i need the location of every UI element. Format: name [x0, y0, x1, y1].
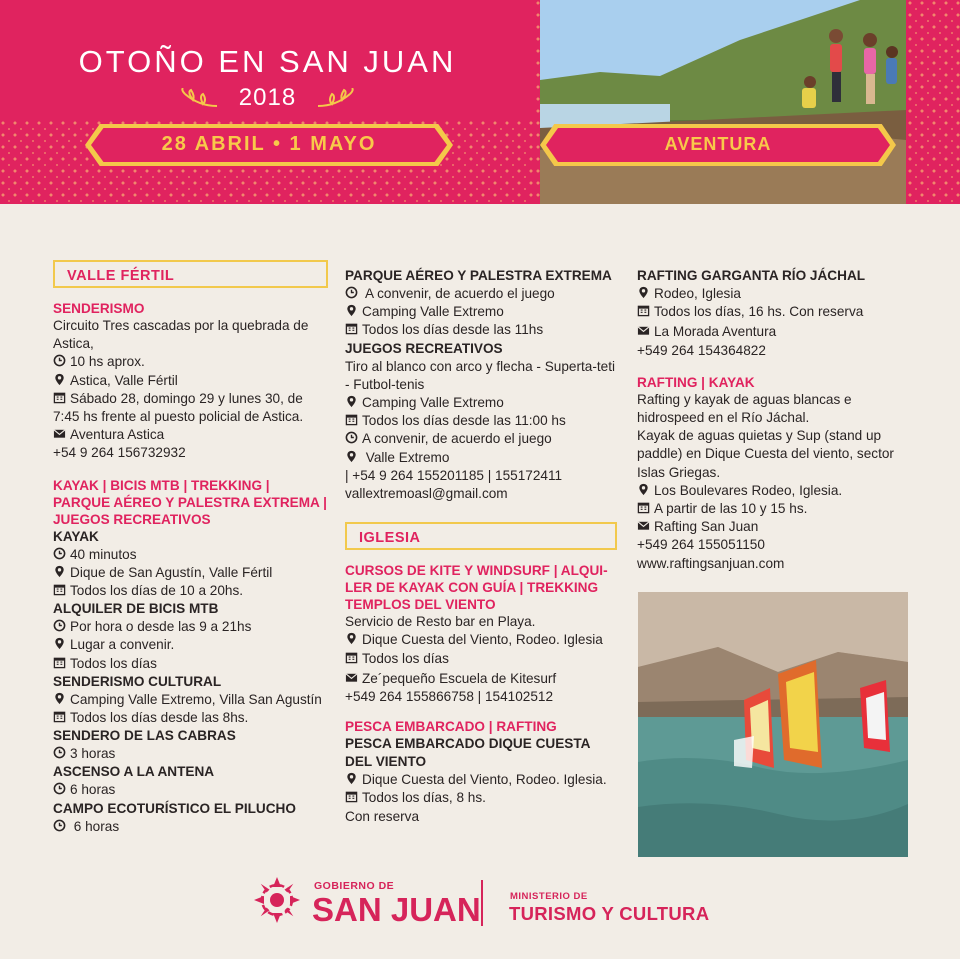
calendar-icon	[637, 304, 650, 317]
activity-title: PESCA EMBARCADO DIQUE CUESTA DEL VIENTO	[345, 736, 590, 770]
info-time: 10 hs aprox.	[53, 353, 328, 371]
info-place: Rodeo, Iglesia	[637, 285, 909, 303]
calendar-icon	[345, 651, 358, 664]
info-phone: +549 264 154364822	[637, 342, 766, 358]
info-contact: Aventura Astica	[53, 426, 328, 444]
category-banner	[540, 124, 896, 166]
region-box-iglesia	[345, 522, 617, 550]
activity-title: RAFTING GARGANTA RÍO JÁCHAL	[637, 268, 866, 283]
info-organizer: Valle Extremo	[345, 449, 617, 467]
info-time: 6 horas	[53, 818, 328, 836]
section-description: Circuito Tres cascadas por la quebrada de Astica,	[53, 318, 309, 352]
calendar-icon	[53, 391, 66, 404]
section-title: KAYAK | BICIS MTB | TREKKING | PARQUE AÉREO Y PALESTRA EXTREMA | JUEGOS RECREATIVOS	[53, 477, 327, 527]
section-title: RAFTING | KAYAK	[637, 374, 755, 390]
info-date: Sábado 28, domingo 29 y lunes 30, de 7:45 hs frente al puesto policial de Astica.	[53, 390, 304, 425]
year-row	[0, 84, 535, 112]
map-pin-icon	[53, 373, 66, 386]
date-banner	[85, 124, 453, 166]
calendar-icon	[345, 322, 358, 335]
section-description: Kayak de aguas quietas y Sup (stand up paddle) en Dique Cuesta del viento, sector Islas Griegas.	[637, 428, 894, 480]
column-valle-fertil	[53, 260, 328, 836]
envelope-icon	[637, 324, 650, 337]
info-date: Todos los días desde las 11hs	[345, 321, 617, 339]
info-website: www.raftingsanjuan.com	[637, 555, 785, 571]
column-right	[637, 267, 909, 573]
info-time: Por hora o desde las 9 a 21hs	[53, 618, 328, 636]
info-place: Astica, Valle Fértil	[53, 372, 328, 390]
clock-icon	[53, 619, 66, 632]
info-time: 6 horas	[53, 781, 328, 799]
section-title: CURSOS DE KITE Y WINDSURF | ALQUI-LER DE KAYAK CON GUÍA | TREKKING TEMPLOS DEL VIENTO	[345, 563, 608, 613]
gov-label-small: GOBIERNO DE	[314, 880, 395, 892]
info-phone: +54 9 264 156732932	[53, 445, 186, 461]
calendar-icon	[53, 656, 66, 669]
page-title: OTOÑO EN SAN JUAN	[78, 44, 457, 79]
info-place: Dique de San Agustín, Valle Fértil	[53, 564, 328, 582]
envelope-icon	[53, 427, 66, 440]
clock-icon	[53, 819, 66, 832]
info-date: Todos los días, 16 hs. Con reserva	[637, 303, 909, 321]
info-time: 40 minutos	[53, 546, 328, 564]
map-pin-icon	[345, 304, 358, 317]
column-middle	[345, 267, 617, 826]
clock-icon	[345, 431, 358, 444]
info-email: vallextremoasl@gmail.com	[345, 486, 508, 502]
info-time: A convenir, de acuerdo el juego	[345, 430, 617, 448]
activity-title: SENDERISMO CULTURAL	[53, 673, 222, 689]
activity-title: JUEGOS RECREATIVOS	[345, 340, 503, 356]
section-description: Servicio de Resto bar en Playa.	[345, 614, 536, 630]
info-date: Todos los días desde las 8hs.	[53, 709, 328, 727]
map-pin-icon	[53, 692, 66, 705]
hero-hikers-photo	[540, 0, 906, 204]
map-pin-icon	[53, 637, 66, 650]
map-pin-icon	[345, 632, 358, 645]
calendar-icon	[637, 501, 650, 514]
info-date: A partir de las 10 y 15 hs.	[637, 500, 909, 518]
info-contact: La Morada Aventura	[637, 323, 909, 341]
calendar-icon	[53, 583, 66, 596]
ministry-label-big: TURISMO Y CULTURA	[509, 903, 710, 924]
clock-icon	[345, 286, 358, 299]
info-place: Dique Cuesta del Viento, Rodeo. Iglesia.	[345, 771, 617, 789]
region-label: IGLESIA	[359, 530, 421, 547]
info-place: Camping Valle Extremo	[345, 394, 617, 412]
calendar-icon	[345, 413, 358, 426]
date-range: 28 ABRIL • 1 MAYO	[161, 133, 377, 155]
clock-icon	[53, 746, 66, 759]
region-box-valle-fertil	[53, 260, 328, 288]
info-date: Todos los días, 8 hs.	[345, 789, 617, 807]
info-time: A convenir, de acuerdo el juego	[345, 285, 617, 303]
calendar-icon	[345, 790, 358, 803]
sun-logo-icon	[252, 875, 302, 925]
clock-icon	[53, 782, 66, 795]
section-title: PESCA EMBARCADO | RAFTING	[345, 719, 557, 735]
calendar-icon	[53, 710, 66, 723]
windsurf-photo	[638, 592, 908, 857]
clock-icon	[53, 547, 66, 560]
map-pin-icon	[345, 450, 358, 463]
activity-title: PARQUE AÉREO Y PALESTRA EXTREMA	[345, 268, 612, 283]
laurel-left-icon	[179, 88, 219, 110]
info-time: 3 horas	[53, 745, 328, 763]
envelope-icon	[345, 671, 358, 684]
info-place: Camping Valle Extremo, Villa San Agustín	[53, 691, 328, 709]
gov-label-big: SAN JUAN	[312, 891, 481, 928]
map-pin-icon	[637, 483, 650, 496]
section-description: Rafting y kayak de aguas blancas e hidrospeed en el Río Jáchal.	[637, 391, 852, 426]
ministry-label-small: MINISTERIO DE	[510, 891, 588, 902]
section-title: SENDERISMO	[53, 301, 145, 316]
year-text: 2018	[238, 84, 297, 111]
info-date: Todos los días de 10 a 20hs.	[53, 582, 328, 600]
map-pin-icon	[637, 286, 650, 299]
info-place: Lugar a convenir.	[53, 636, 328, 654]
info-place: Los Boulevares Rodeo, Iglesia.	[637, 482, 909, 500]
info-contact: Rafting San Juan	[637, 518, 909, 536]
info-contact: Ze´pequeño Escuela de Kitesurf	[345, 670, 617, 688]
footer-divider	[481, 880, 483, 926]
category-label: AVENTURA	[664, 134, 772, 154]
info-phone: +549 264 155866758 | 154102512	[345, 689, 554, 705]
info-date: Todos los días	[345, 650, 617, 668]
map-pin-icon	[53, 565, 66, 578]
info-phone: | +54 9 264 155201185 | 155172411	[345, 467, 563, 483]
info-date: Todos los días	[53, 655, 328, 673]
section-description: Tiro al blanco con arco y flecha - Superta-teti - Futbol-tenis	[345, 358, 615, 392]
activity-title: CAMPO ECOTURÍSTICO EL PILUCHO	[53, 800, 296, 816]
laurel-right-icon	[316, 88, 356, 110]
info-date: Todos los días desde las 11:00 hs	[345, 412, 617, 430]
info-place: Camping Valle Extremo	[345, 303, 617, 321]
clock-icon	[53, 354, 66, 367]
map-pin-icon	[345, 395, 358, 408]
info-note: Con reserva	[345, 808, 420, 824]
info-phone: +549 264 155051150	[637, 537, 765, 553]
activity-title: ASCENSO A LA ANTENA	[53, 764, 215, 780]
envelope-icon	[637, 519, 650, 532]
region-label: VALLE FÉRTIL	[67, 268, 175, 284]
activity-title: SENDERO DE LAS CABRAS	[53, 728, 236, 744]
activity-title: ALQUILER DE BICIS MTB	[53, 601, 219, 617]
map-pin-icon	[345, 772, 358, 785]
info-place: Dique Cuesta del Viento, Rodeo. Iglesia	[345, 631, 617, 649]
activity-title: KAYAK	[53, 528, 99, 544]
